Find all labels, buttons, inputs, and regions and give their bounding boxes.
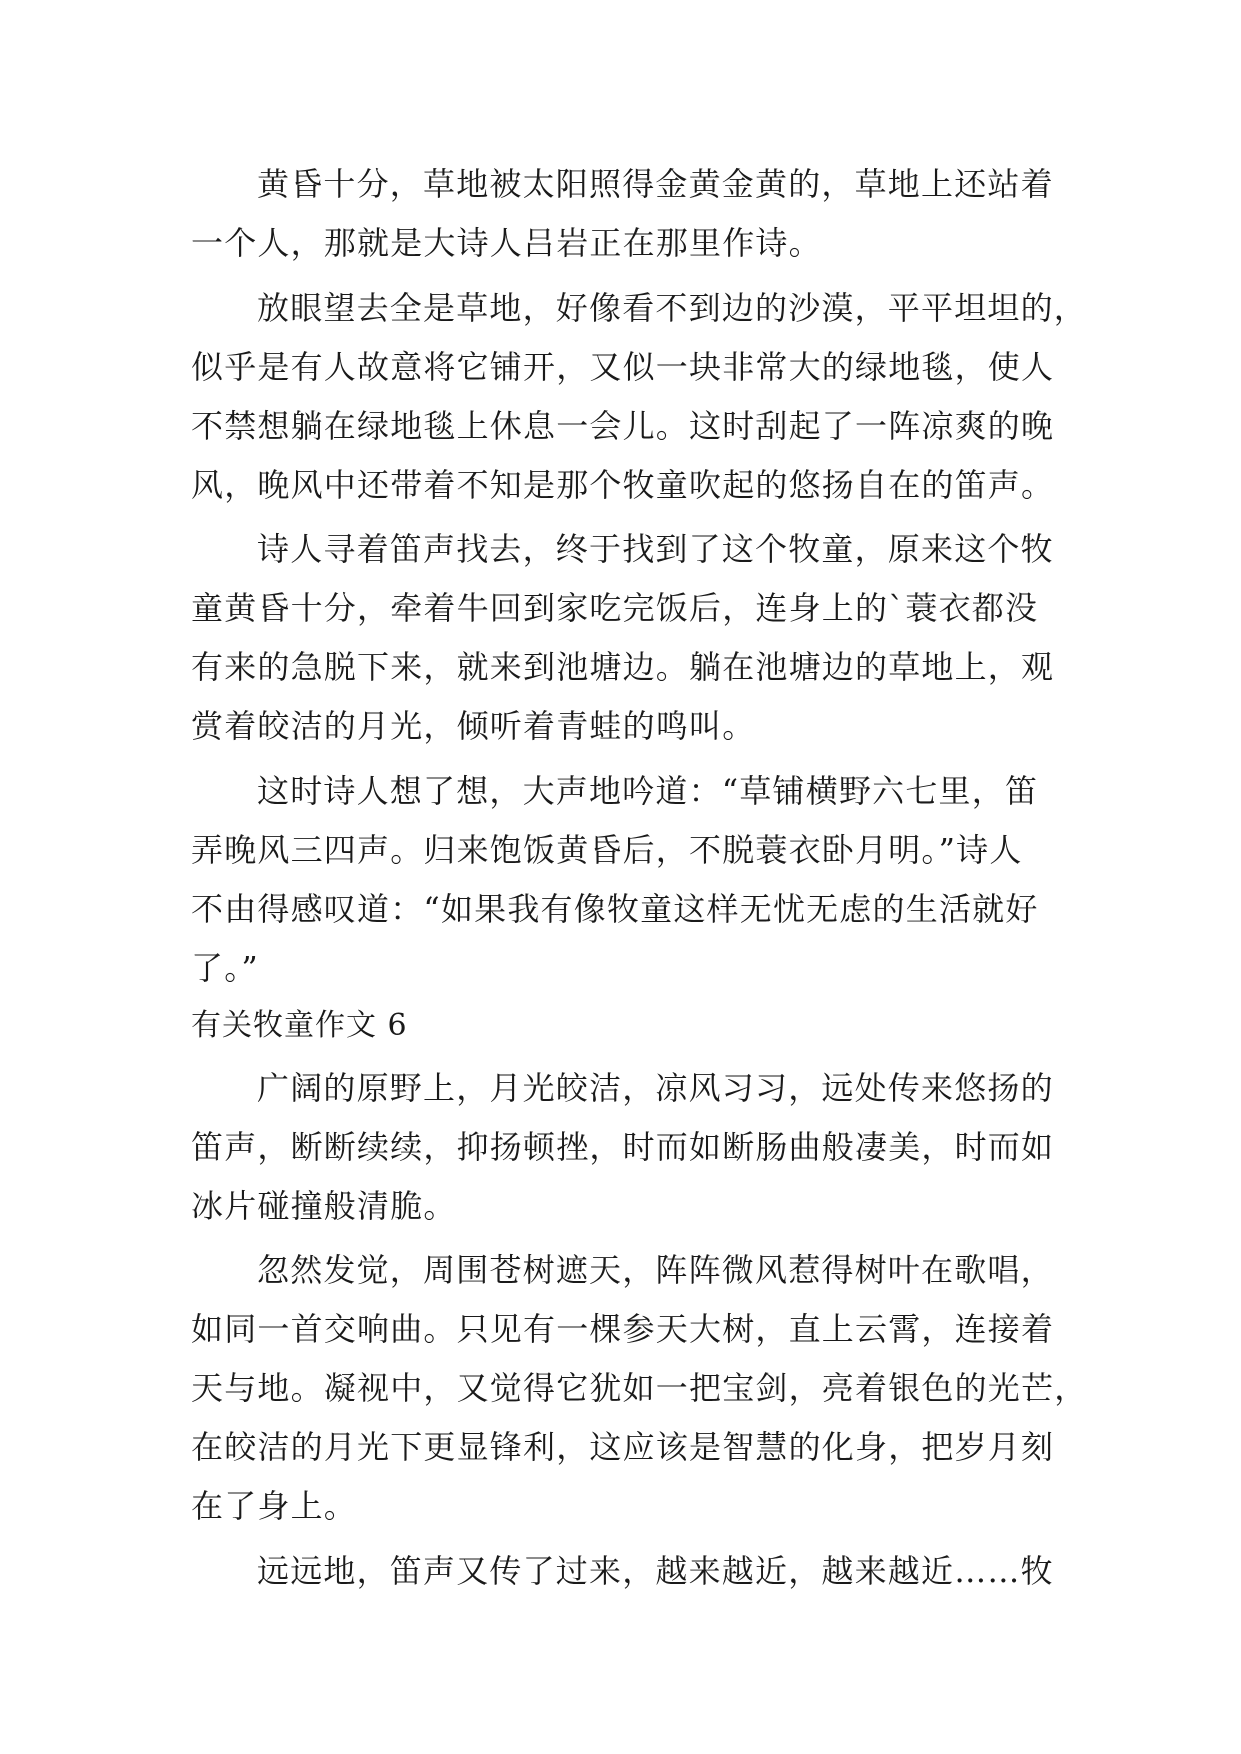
section-paragraph-1-line-3: 冰片碰撞般清脆。: [191, 1187, 457, 1225]
paragraph-4-line-1: 这时诗人想了想，大声地吟道：“草铺横野六七里，笛: [257, 772, 1039, 810]
paragraph-3-line-2: 童黄昏十分，牵着牛回到家吃完饭后，连身上的`蓑衣都没: [191, 589, 1039, 627]
paragraph-1-line-1: 黄昏十分，草地被太阳照得金黄金黄的，草地上还站着: [257, 165, 1054, 203]
section-paragraph-2-line-5: 在了身上。: [191, 1487, 358, 1525]
section-paragraph-2-line-1: 忽然发觉，周围苍树遮天，阵阵微风惹得树叶在歌唱，: [257, 1251, 1054, 1289]
section-paragraph-2-line-4: 在皎洁的月光下更显锋利，这应该是智慧的化身，把岁月刻: [191, 1428, 1055, 1466]
section-paragraph-2-line-2: 如同一首交响曲。只见有一棵参天大树，直上云霄，连接着: [191, 1310, 1055, 1348]
section-paragraph-3-line-1: 远远地，笛声又传了过来，越来越近，越来越近……牧: [257, 1552, 1054, 1590]
section-paragraph-1-line-2: 笛声，断断续续，抑扬顿挫，时而如断肠曲般凄美，时而如: [191, 1128, 1055, 1166]
section-paragraph-1-line-1: 广阔的原野上，月光皎洁，凉风习习，远处传来悠扬的: [257, 1069, 1054, 1107]
paragraph-3-line-4: 赏着皎洁的月光，倾听着青蛙的鸣叫。: [191, 707, 756, 745]
paragraph-3-line-1: 诗人寻着笛声找去，终于找到了这个牧童，原来这个牧: [257, 530, 1054, 568]
section-title: 有关牧童作文 6: [191, 1008, 408, 1043]
paragraph-2-line-1: 放眼望去全是草地，好像看不到边的沙漠，平平坦坦的，: [257, 289, 1088, 327]
paragraph-2-line-3: 不禁想躺在绿地毯上休息一会儿。这时刮起了一阵凉爽的晚: [191, 407, 1055, 445]
section-paragraph-2-line-3: 天与地。凝视中，又觉得它犹如一把宝剑，亮着银色的光芒，: [191, 1369, 1088, 1407]
paragraph-4-line-3: 不由得感叹道：“如果我有像牧童这样无忧无虑的生活就好: [191, 890, 1039, 928]
paragraph-2-line-2: 似乎是有人故意将它铺开，又似一块非常大的绿地毯，使人: [191, 348, 1055, 386]
paragraph-4-line-4: 了。”: [191, 949, 259, 987]
paragraph-1-line-2: 一个人，那就是大诗人吕岩正在那里作诗。: [191, 224, 822, 262]
paragraph-4-line-2: 弄晚风三四声。归来饱饭黄昏后，不脱蓑衣卧月明。”诗人: [191, 831, 1023, 869]
paragraph-2-line-4: 风，晚风中还带着不知是那个牧童吹起的悠扬自在的笛声。: [191, 466, 1055, 504]
paragraph-3-line-3: 有来的急脱下来，就来到池塘边。躺在池塘边的草地上，观: [191, 648, 1055, 686]
